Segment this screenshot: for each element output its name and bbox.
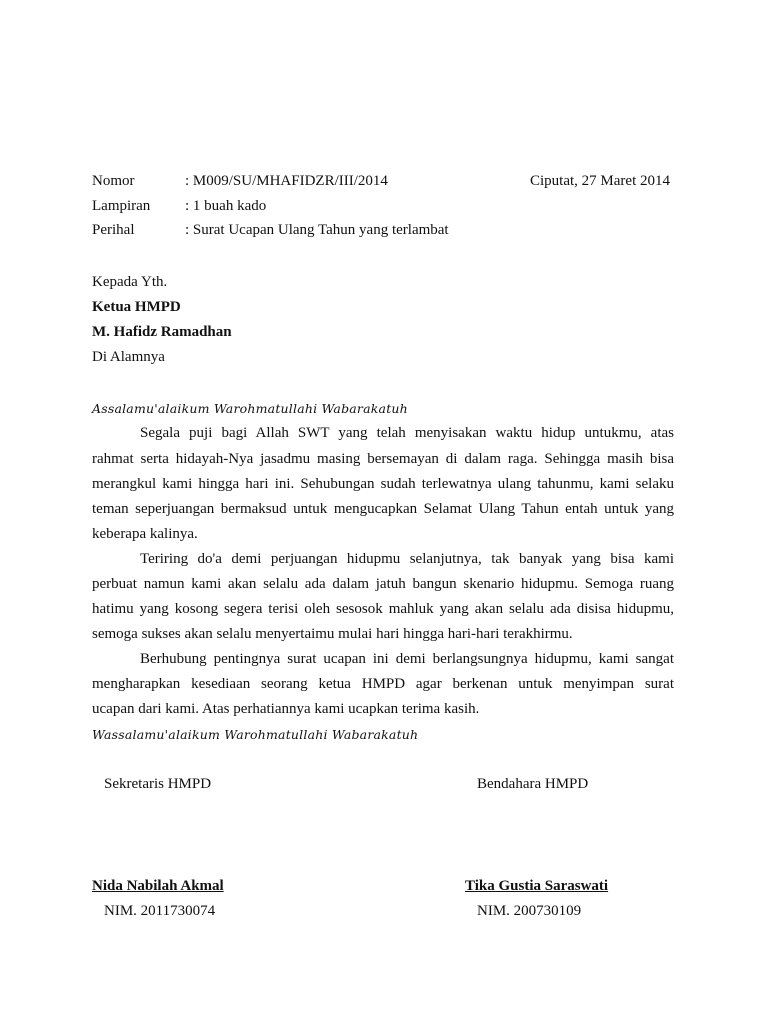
opening-greeting: Assalamu'alaikum Warohmatullahi Wabarakatuh: [92, 401, 408, 416]
signature-role-treasurer: Bendahara HMPD: [477, 776, 589, 792]
lampiran-label: Lampiran: [92, 198, 151, 214]
paragraph-line: merangkul kami hingga hari ini. Sehubungan sudah terlewatnya ulang tahunmu, kami selaku: [92, 476, 674, 492]
paragraph-line: perbuat namun kami akan selalu ada dalam jatuh bangun skenario hidupmu. Semoga ruang: [92, 576, 674, 592]
paragraph-line: Segala puji bagi Allah SWT yang telah menyisakan waktu hidup untukmu, atas: [140, 425, 674, 441]
recipient-name: M. Hafidz Ramadhan: [92, 324, 232, 340]
paragraph-line: mengharapkan kesediaan seorang ketua HMPD agar berkenan untuk menyimpan surat: [92, 676, 674, 692]
place-date: Ciputat, 27 Maret 2014: [530, 173, 670, 189]
signature-name-treasurer: Tika Gustia Saraswati: [465, 878, 609, 894]
signature-role-secretary: Sekretaris HMPD: [104, 776, 212, 792]
perihal-value: : Surat Ucapan Ulang Tahun yang terlambat: [185, 222, 449, 238]
paragraph-line: teman seperjuangan bermaksud untuk mengucapkan Selamat Ulang Tahun entah untuk yang: [92, 501, 674, 517]
signature-name-secretary: Nida Nabilah Akmal: [92, 878, 224, 894]
paragraph-line: Berhubung pentingnya surat ucapan ini demi berlangsungnya hidupmu, kami sangat: [140, 651, 674, 667]
nomor-label: Nomor: [92, 173, 135, 189]
paragraph-line: Teriring do'a demi perjuangan hidupmu selanjutnya, tak banyak yang bisa kami: [140, 551, 674, 567]
paragraph-line: ucapan dari kami. Atas perhatiannya kami ucapkan terima kasih.: [92, 701, 480, 717]
paragraph-line: hatimu yang kosong segera terisi oleh sesosok mahluk yang akan selalu ada disisa hidupmu,: [92, 601, 674, 617]
nomor-value: : M009/SU/MHAFIDZR/III/2014: [185, 173, 388, 189]
paragraph-line: keberapa kalinya.: [92, 526, 198, 542]
paragraph-line: rahmat serta hidayah-Nya jasadmu masing bersemayan di dalam raga. Sehingga masih bisa: [92, 451, 674, 467]
recipient-salutation: Kepada Yth.: [92, 274, 168, 290]
recipient-address: Di Alamnya: [92, 349, 165, 365]
paragraph-line: semoga sukses akan selalu menyertaimu mulai hari hingga hari-hari terakhirmu.: [92, 626, 573, 642]
lampiran-value: : 1 buah kado: [185, 198, 267, 214]
recipient-title: Ketua HMPD: [92, 299, 181, 315]
closing-greeting: Wassalamu'alaikum Warohmatullahi Wabarakatuh: [92, 727, 419, 742]
signature-nim-treasurer: NIM. 200730109: [477, 903, 582, 919]
signature-nim-secretary: NIM. 2011730074: [104, 903, 216, 919]
perihal-label: Perihal: [92, 222, 135, 238]
